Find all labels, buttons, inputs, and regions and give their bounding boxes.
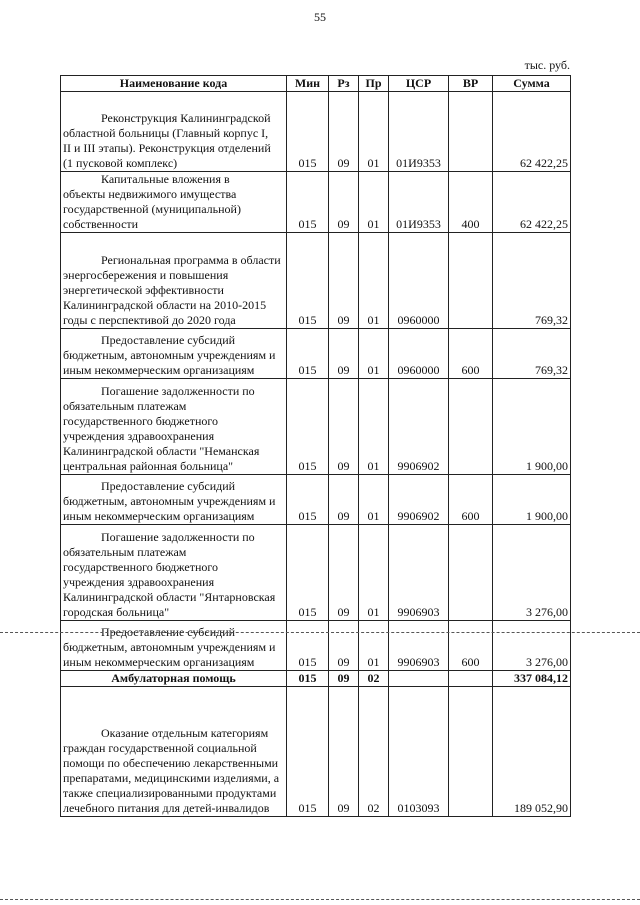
cell-min: 015 [287, 92, 329, 172]
cell-rz: 09 [329, 525, 359, 621]
header-rz: Рз [329, 76, 359, 92]
name-line: Предоставление субсидий [101, 479, 236, 493]
cell-sum: 769,32 [493, 329, 571, 379]
cell-rz: 09 [329, 621, 359, 671]
name-line: бюджетным, автономным учреждениям и [63, 640, 276, 654]
cell-name [61, 233, 287, 329]
name-line: II и III этапы). Реконструкция отделений [63, 141, 271, 155]
name-line: обязательным платежам [63, 545, 187, 559]
name-line: препаратами, медицинскими изделиями, а [63, 771, 280, 785]
cell-sum: 1 900,00 [493, 475, 571, 525]
cell-vr [449, 233, 493, 329]
name-line: обязательным платежам [63, 399, 187, 413]
scan-artifact-line [0, 632, 640, 633]
table-row [61, 233, 571, 329]
header-name: Наименование кода [61, 76, 287, 92]
name-line: Погашение задолженности по [101, 530, 255, 544]
cell-rz: 09 [329, 329, 359, 379]
name-line: Калининградской области "Янтарновская [63, 590, 276, 604]
cell-name [61, 671, 287, 687]
table-row [61, 379, 571, 475]
cell-name [61, 92, 287, 172]
name-line: Предоставление субсидий [101, 625, 236, 639]
cell-rz: 09 [329, 379, 359, 475]
name-line: иным некоммерческим организациям [63, 655, 255, 669]
name-line: годы с перспективой до 2020 года [63, 313, 236, 327]
cell-csr: 0103093 [389, 687, 449, 817]
cell-vr: 600 [449, 621, 493, 671]
name-line: энергосбережения и повышения [63, 268, 229, 282]
cell-csr: 0960000 [389, 329, 449, 379]
cell-pr: 02 [359, 687, 389, 817]
cell-vr [449, 379, 493, 475]
table-row [61, 525, 571, 621]
cell-csr: 9906902 [389, 475, 449, 525]
name-line: иным некоммерческим организациям [63, 509, 255, 523]
cell-name [61, 475, 287, 525]
name-line: Калининградской области на 2010-2015 [63, 298, 267, 312]
cell-name [61, 379, 287, 475]
cell-csr: 01И9353 [389, 172, 449, 233]
name-line: Амбулаторная помощь [111, 671, 236, 685]
name-line: областной больницы (Главный корпус I, [63, 126, 269, 140]
cell-pr: 01 [359, 475, 389, 525]
name-line: бюджетным, автономным учреждениям и [63, 348, 276, 362]
header-vr: ВР [449, 76, 493, 92]
cell-vr: 600 [449, 329, 493, 379]
cell-vr [449, 687, 493, 817]
cell-rz: 09 [329, 92, 359, 172]
cell-pr: 01 [359, 233, 389, 329]
budget-table [60, 75, 571, 817]
name-line: Погашение задолженности по [101, 384, 255, 398]
cell-min: 015 [287, 233, 329, 329]
table-row [61, 687, 571, 817]
header-row [61, 76, 571, 92]
name-line: центральная районная больница" [63, 459, 234, 473]
table-row [61, 671, 571, 687]
name-line: Калининградской области "Неманская [63, 444, 260, 458]
name-line: городская больница" [63, 605, 170, 619]
table-row [61, 475, 571, 525]
header-pr: Пр [359, 76, 389, 92]
cell-pr: 01 [359, 379, 389, 475]
cell-csr: 01И9353 [389, 92, 449, 172]
name-line: учреждения здравоохранения [63, 575, 215, 589]
header-sum: Сумма [493, 76, 571, 92]
cell-sum: 3 276,00 [493, 621, 571, 671]
cell-sum: 337 084,12 [493, 671, 571, 687]
cell-min: 015 [287, 671, 329, 687]
name-line: граждан государственной социальной [63, 741, 257, 755]
name-line: государственного бюджетного [63, 560, 219, 574]
cell-vr: 400 [449, 172, 493, 233]
table-row [61, 621, 571, 671]
header-csr: ЦСР [389, 76, 449, 92]
table-row [61, 92, 571, 172]
cell-csr: 9906903 [389, 525, 449, 621]
cell-name [61, 329, 287, 379]
cell-pr: 01 [359, 525, 389, 621]
cell-rz: 09 [329, 233, 359, 329]
name-line: Предоставление субсидий [101, 333, 236, 347]
name-line: также специализированными продуктами [63, 786, 277, 800]
cell-name [61, 172, 287, 233]
cell-rz: 09 [329, 687, 359, 817]
cell-pr: 01 [359, 621, 389, 671]
cell-rz: 09 [329, 671, 359, 687]
cell-vr [449, 525, 493, 621]
cell-rz: 09 [329, 172, 359, 233]
cell-min: 015 [287, 621, 329, 671]
cell-name [61, 687, 287, 817]
cell-name [61, 621, 287, 671]
name-line: Региональная программа в области [101, 253, 281, 267]
cell-sum: 3 276,00 [493, 525, 571, 621]
cell-pr: 01 [359, 172, 389, 233]
cell-sum: 769,32 [493, 233, 571, 329]
name-line: Реконструкция Калининградской [101, 111, 271, 125]
cell-min: 015 [287, 687, 329, 817]
cell-vr [449, 92, 493, 172]
name-line: собственности [63, 217, 139, 231]
name-line: государственного бюджетного [63, 414, 219, 428]
name-line: помощи по обеспечению лекарственными [63, 756, 279, 770]
cell-min: 015 [287, 525, 329, 621]
name-line: (1 пусковой комплекс) [63, 156, 178, 170]
cell-pr: 02 [359, 671, 389, 687]
name-line: учреждения здравоохранения [63, 429, 215, 443]
cell-min: 015 [287, 329, 329, 379]
name-line: иным некоммерческим организациям [63, 363, 255, 377]
name-line: государственной (муниципальной) [63, 202, 241, 216]
name-line: объекты недвижимого имущества [63, 187, 237, 201]
scan-artifact-line [0, 899, 640, 900]
table-row [61, 329, 571, 379]
name-line: энергетической эффективности [63, 283, 224, 297]
name-line: лечебного питания для детей-инвалидов [63, 801, 270, 815]
cell-pr: 01 [359, 92, 389, 172]
cell-csr [389, 671, 449, 687]
cell-vr [449, 671, 493, 687]
cell-sum: 189 052,90 [493, 687, 571, 817]
name-line: Капитальные вложения в [101, 172, 230, 186]
page-number: 55 [314, 10, 326, 24]
cell-sum: 62 422,25 [493, 172, 571, 233]
table-body [61, 92, 571, 817]
cell-min: 015 [287, 172, 329, 233]
cell-csr: 0960000 [389, 233, 449, 329]
cell-vr: 600 [449, 475, 493, 525]
cell-sum: 1 900,00 [493, 379, 571, 475]
unit-label: тыс. руб. [524, 58, 570, 72]
name-line: бюджетным, автономным учреждениям и [63, 494, 276, 508]
cell-pr: 01 [359, 329, 389, 379]
cell-csr: 9906903 [389, 621, 449, 671]
name-line: Оказание отдельным категориям [101, 726, 269, 740]
cell-name [61, 525, 287, 621]
table-row [61, 172, 571, 233]
header-min: Мин [287, 76, 329, 92]
cell-rz: 09 [329, 475, 359, 525]
cell-min: 015 [287, 475, 329, 525]
cell-sum: 62 422,25 [493, 92, 571, 172]
cell-csr: 9906902 [389, 379, 449, 475]
cell-min: 015 [287, 379, 329, 475]
